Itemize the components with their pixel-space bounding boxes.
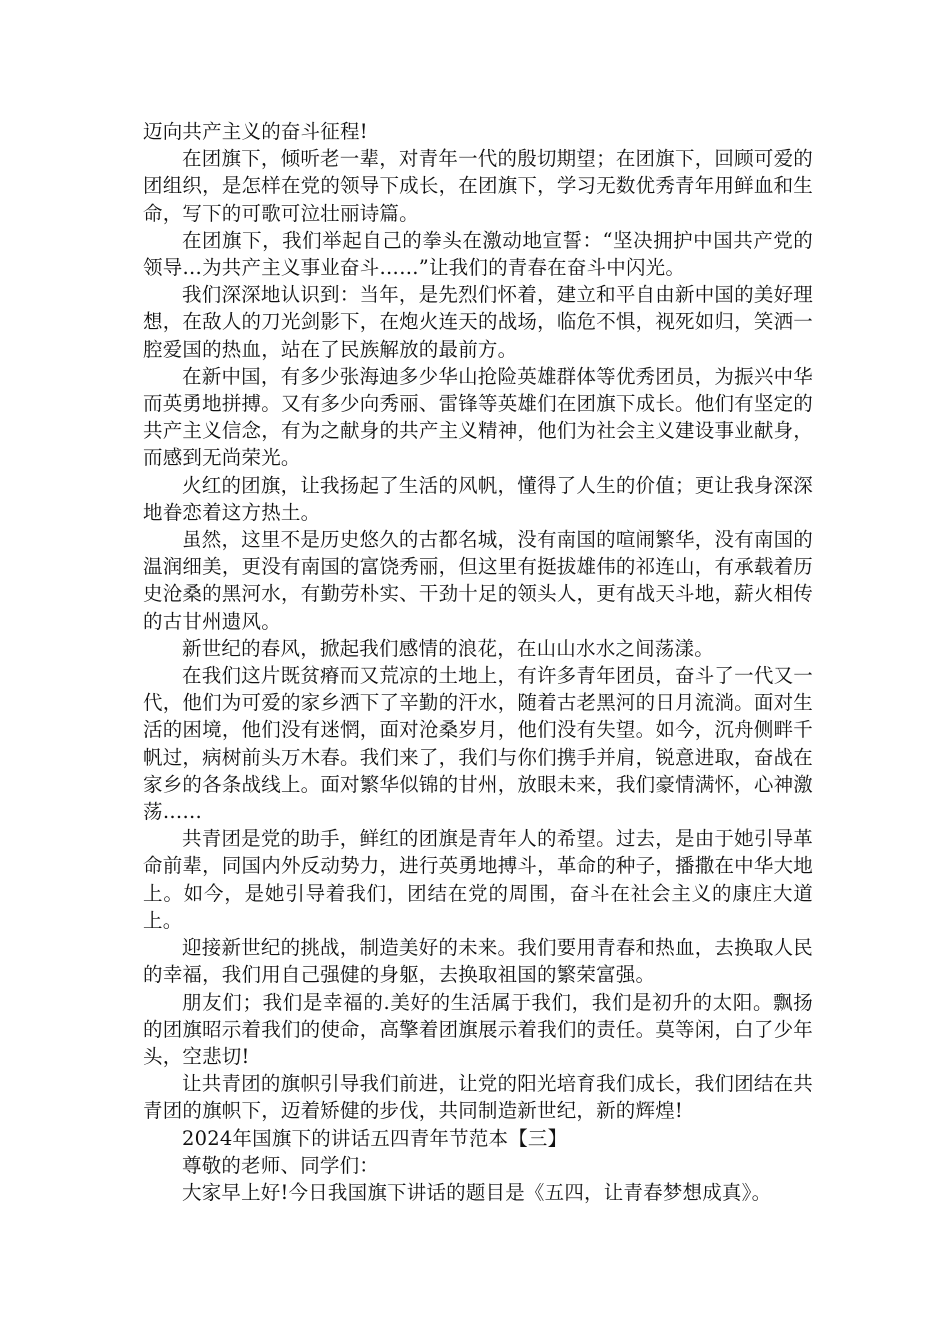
paragraph-10: 共青团是党的助手，鲜红的团旗是青年人的希望。过去，是由于她引导革命前辈，同国内外反动势力，进行英勇地搏斗，革命的种子，播撒在中华大地上。如今，是她引导着我们，团结在党的周围，奋斗在社会主义的康庄大道上。 bbox=[143, 827, 813, 932]
paragraph-9: 在我们这片既贫瘠而又荒凉的土地上，有许多青年团员，奋斗了一代又一代，他们为可爱的家乡洒下了辛勤的汗水，随着古老黑河的日月流淌。面对生活的困境，他们没有迷惘，面对沧桑岁月，他们没有失望。如今，沉舟侧畔千帆过，病树前头万木春。我们来了，我们与你们携手并肩，锐意进取，奋战在家乡的各条战线上。面对繁华似锦的甘州，放眼未来，我们豪情满怀，心神激荡…… bbox=[143, 664, 813, 824]
paragraph-7: 虽然，这里不是历史悠久的古都名城，没有南国的喧闹繁华，没有南国的温润细美，更没有南国的富饶秀丽，但这里有挺拔雄伟的祁连山，有承载着历史沧桑的黑河水，有勤劳朴实、干劲十足的领头人，更有战天斗地，薪火相传的古甘州遗风。 bbox=[143, 528, 813, 633]
salutation: 尊敬的老师、同学们： bbox=[182, 1153, 380, 1177]
paragraph-11: 迎接新世纪的挑战，制造美好的未来。我们要用青春和热血，去换取人民的幸福，我们用自己强健的身躯，去换取祖国的繁荣富强。 bbox=[143, 936, 813, 987]
paragraph-3: 在团旗下，我们举起自己的拳头在激动地宣誓：“坚决拥护中国共产党的领导…为共产主义事业奋斗……”让我们的青春在奋斗中闪光。 bbox=[143, 228, 813, 280]
paragraph-13: 让共青团的旗帜引导我们前进，让党的阳光培育我们成长，我们团结在共青团的旗帜下，迈着矫健的步伐，共同制造新世纪，新的辉煌! bbox=[143, 1072, 813, 1123]
paragraph-12: 朋友们；我们是幸福的.美好的生活属于我们，我们是初升的太阳。飘扬的团旗昭示着我们的使命，高擎着团旗展示着我们的责任。莫等闲，白了少年头，空悲切! bbox=[143, 990, 813, 1068]
paragraph-4: 我们深深地认识到：当年，是先烈们怀着，建立和平自由新中国的美好理想，在敌人的刀光剑影下，在炮火连天的战场，临危不惧，视死如归，笑洒一腔爱国的热血，站在了民族解放的最前方。 bbox=[143, 283, 813, 361]
paragraph-6: 火红的团旗，让我扬起了生活的风帆，懂得了人生的价值；更让我身深深地眷恋着这方热土。 bbox=[143, 473, 813, 524]
document-body bbox=[143, 118, 813, 1206]
paragraph-5: 在新中国，有多少张海迪多少华山抢险英雄群体等优秀团员，为振兴中华而英勇地拼搏。又有多少向秀丽、雷锋等英雄们在团旗下成长。他们有坚定的共产主义信念，有为之献身的共产主义精神，他们为社会主义建设事业献身，而感到无尚荣光。 bbox=[143, 364, 813, 470]
paragraph-1: 迈向共产主义的奋斗征程! bbox=[143, 120, 368, 143]
paragraph-8: 新世纪的春风，掀起我们感情的浪花，在山山水水之间荡漾。 bbox=[182, 636, 714, 660]
paragraph-2: 在团旗下，倾听老一辈，对青年一代的殷切期望；在团旗下，回顾可爱的团组织，是怎样在党的领导下成长，在团旗下，学习无数优秀青年用鲜血和生命，写下的可歌可泣壮丽诗篇。 bbox=[143, 147, 813, 225]
paragraph-16: 大家早上好!今日我国旗下讲话的题目是《五四，让青春梦想成真》。 bbox=[182, 1180, 772, 1204]
section-heading: 2024年国旗下的讲话五四青年节范本【三】 bbox=[182, 1126, 568, 1150]
